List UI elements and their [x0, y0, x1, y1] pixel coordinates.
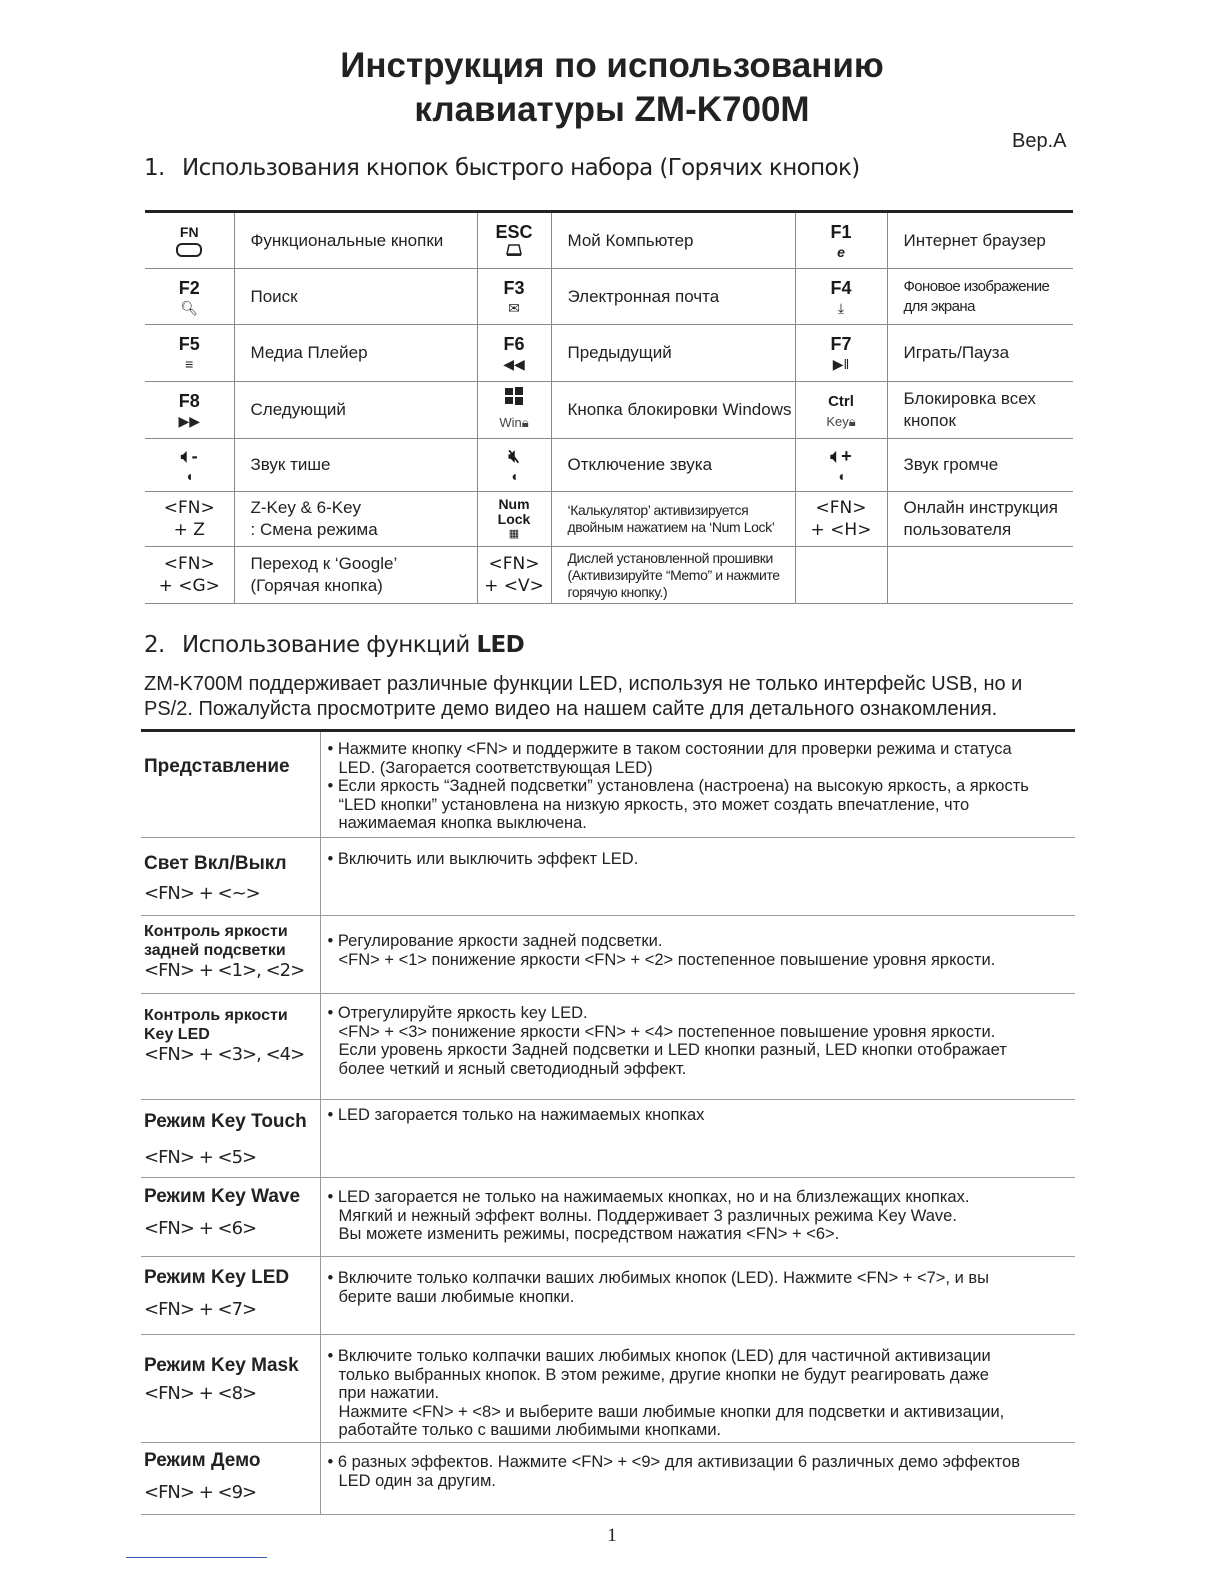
lock-icon: 🔒︎: [848, 414, 856, 429]
led-description-line: • Отрегулируйте яркость key LED.: [327, 1004, 588, 1022]
led-description-line: <FN> + <3> понижение яркости <FN> + <4> постепенное повышение уровня яркости.: [338, 1022, 996, 1041]
section1-heading: [144, 155, 860, 181]
hotkey-key: F7 ▶‖: [795, 325, 887, 382]
hotkey-key: Ctrl Key🔒︎: [795, 382, 887, 439]
hotkey-row: [145, 325, 1073, 382]
led-row-label: Key LED: [144, 1026, 210, 1043]
hotkey-desc: Интернет браузер: [887, 212, 1073, 269]
led-row-key-combo: <FN> + <3>, <4>: [144, 1044, 305, 1065]
hotkey-key: F3 ✉: [477, 269, 551, 325]
hotkey-row: [145, 269, 1073, 325]
led-row-key-combo: <FN> + <~>: [144, 883, 260, 904]
led-row-description: [320, 1443, 1075, 1515]
hotkey-key-empty: [795, 547, 887, 604]
section2-title: Использование функций: [182, 632, 477, 658]
led-description-line: • Если яркость “Задней подсветки” установлена (настроена) на высокую яркость, а яркость: [327, 777, 1029, 795]
next-track-icon: ▶▶: [178, 413, 201, 429]
led-description-line: только выбранных кнопок. В этом режиме, другие кнопки не будут реагировать даже: [338, 1365, 989, 1384]
led-row-description: [320, 1257, 1075, 1335]
hotkey-desc: Играть/Пауза: [887, 325, 1073, 382]
hotkey-desc: Переход к ‘Google’ (Горячая кнопка): [234, 547, 477, 604]
section1-number: 1.: [144, 155, 165, 181]
led-row-label: Режим Демо: [144, 1450, 261, 1471]
hotkey-row: [145, 439, 1073, 492]
section1-title: Использования кнопок быстрого набора (Горячих кнопок): [182, 155, 860, 181]
led-row-label: Режим Key Wave: [144, 1186, 301, 1207]
download-icon: ⤓: [837, 299, 845, 316]
led-row-label: Режим Key Mask: [144, 1355, 299, 1376]
hotkey-desc: Фоновое изображение для экрана: [887, 269, 1073, 325]
led-row: [141, 1178, 1075, 1257]
led-row-label: задней подсветки: [144, 942, 286, 959]
led-description-line: • 6 разных эффектов. Нажмите <FN> + <9> для активизации 6 различных демо эффектов: [327, 1453, 1020, 1471]
search-icon: 🔍︎: [180, 299, 199, 316]
page-title-line1: Инструкция по использованию: [340, 46, 884, 85]
led-row-description: [320, 916, 1075, 994]
page-title-line2: клавиатуры ZM-K700M: [414, 90, 810, 129]
led-description-line: <FN> + <1> понижение яркости <FN> + <2> постепенное повышение уровня яркости.: [338, 950, 996, 969]
led-description-line: • Включите только колпачки ваших любимых кнопок (LED). Нажмите <FN> + <7>, и вы: [327, 1269, 990, 1287]
mute-icon: 🔇︎: [508, 446, 520, 466]
led-row-label: Представление: [144, 756, 290, 777]
led-row: [141, 916, 1075, 994]
led-description-line: • LED загорается не только на нажимаемых кнопках, но и на близлежащих кнопках.: [327, 1188, 970, 1206]
led-row-label-cell: [141, 731, 320, 838]
hotkey-desc: Предыдущий: [551, 325, 795, 382]
hotkey-desc: Дислей установленной прошивки (Активизируйте “Memo” и нажмите горячую кнопку.): [551, 547, 795, 604]
led-row-description: [320, 1335, 1075, 1443]
hotkey-desc: Поиск: [234, 269, 477, 325]
fn-key-icon: [145, 243, 234, 261]
hotkey-desc: Мой Компьютер: [551, 212, 795, 269]
hotkey-key: FN: [145, 212, 234, 269]
hotkey-key: F5 ≡: [145, 325, 234, 382]
volume-up-icon: 🔈︎+: [830, 446, 852, 466]
led-row: [141, 838, 1075, 916]
led-row-description: [320, 994, 1075, 1100]
media-player-icon: ≡: [185, 356, 194, 372]
hotkey-desc: Электронная почта: [551, 269, 795, 325]
led-description-line: более четкий и ясный светодиодный эффект.: [338, 1059, 687, 1078]
led-row-label-cell: [141, 1100, 320, 1178]
led-description-line: • Нажмите кнопку <FN> и поддержите в таком состоянии для проверки режима и статуса: [327, 740, 1012, 758]
led-row-description: [320, 1178, 1075, 1257]
led-description-line: • Включите только колпачки ваших любимых кнопок (LED) для частичной активизации: [327, 1347, 991, 1365]
led-row-label: Контроль яркости: [144, 923, 288, 940]
led-description-line: нажимаемая кнопка выключена.: [338, 814, 587, 832]
led-row-label: Режим Key Touch: [144, 1111, 307, 1132]
hotkey-table: [145, 210, 1073, 604]
led-row-key-combo: <FN> + <1>, <2>: [144, 960, 305, 981]
mouse-icon: ◖: [185, 468, 194, 484]
hotkey-row: [145, 382, 1073, 439]
hotkey-desc: Медиа Плейер: [234, 325, 477, 382]
hotkey-desc: Кнопка блокировки Windows: [551, 382, 795, 439]
led-description-line: Нажмите <FN> + <8> и выберите ваши любимые кнопки для подсветки и активизации,: [338, 1402, 1005, 1421]
led-description-line: • Регулирование яркости задней подсветки.: [327, 932, 663, 950]
lock-icon: 🔒︎: [521, 415, 529, 430]
led-row: [141, 994, 1075, 1100]
led-row-label-cell: [141, 1443, 320, 1515]
led-row-label-cell: [141, 994, 320, 1100]
hotkey-desc: Онлайн инструкция пользователя: [887, 492, 1073, 547]
hotkey-desc: Z-Key & 6-Key : Смена режима: [234, 492, 477, 547]
led-row-label-cell: [141, 916, 320, 994]
page-number: 1: [607, 1525, 617, 1546]
hotkey-key: F6 ◀◀: [477, 325, 551, 382]
hotkey-key: F8 ▶▶: [145, 382, 234, 439]
led-description-line: при нажатии.: [338, 1384, 440, 1402]
section2-number: 2.: [144, 632, 165, 658]
led-row: [141, 1100, 1075, 1178]
hotkey-key: Num Lock ▦: [477, 492, 551, 547]
led-description-line: “LED кнопки” установлена на низкую яркость, это может создать впечатление, что: [338, 795, 970, 814]
led-row-label-cell: [141, 1178, 320, 1257]
led-functions-table: [141, 729, 1075, 1515]
led-description-line: берите ваши любимые кнопки.: [338, 1287, 575, 1306]
hotkey-desc: Звук громче: [887, 439, 1073, 492]
computer-icon: [478, 243, 551, 261]
led-description-line: Если уровень яркости Задней подсветки и LED кнопки разный, LED кнопки отображает: [338, 1041, 1007, 1059]
hotkey-key: <FN> + <V>: [477, 547, 551, 604]
hotkey-desc: Блокировка всех кнопок: [887, 382, 1073, 439]
led-description-line: Вы можете изменить режимы, посредством нажатия <FN> + <6>.: [338, 1225, 840, 1243]
section2-title-led: LED: [476, 632, 525, 658]
led-description-line: Мягкий и нежный эффект волны. Поддерживает 3 различных режима Key Wave.: [338, 1206, 957, 1225]
led-row-label: Контроль яркости: [144, 1007, 288, 1024]
hotkey-desc: Отключение звука: [551, 439, 795, 492]
volume-down-icon: 🔈︎-: [180, 446, 198, 466]
hotkey-desc: Звук тише: [234, 439, 477, 492]
win-lock-label: Win: [499, 415, 522, 430]
key-lock-label: Key🔒︎: [826, 414, 856, 429]
led-row-label: Режим Key LED: [144, 1267, 290, 1288]
led-row: [141, 1443, 1075, 1515]
led-row-label: Свет Вкл/Выкл: [144, 853, 287, 874]
led-row-description: [320, 838, 1075, 916]
hotkey-desc: ‘Калькулятор’ активизируется двойным нажатием на ‘Num Lock’: [551, 492, 795, 547]
play-pause-icon: ▶‖: [832, 356, 850, 372]
hotkey-key: F2 🔍︎: [145, 269, 234, 325]
led-row: [141, 731, 1075, 838]
browser-icon: e: [837, 243, 845, 260]
led-description-line: • Включить или выключить эффект LED.: [327, 850, 639, 868]
led-row-label-cell: [141, 1335, 320, 1443]
led-row: [141, 1257, 1075, 1335]
hotkey-key: <FN> + Z: [145, 492, 234, 547]
footer-link-line: [126, 1557, 267, 1558]
version-label: Вер.А: [1012, 130, 1067, 152]
section2-intro: ZM-K700M поддерживает различные функции LED, используя не только интерфейс USB, но и PS/2. Пожалуйста просмотрите демо видео на нашем сайте для детального ознакомления.: [144, 673, 1023, 720]
hotkey-key: [795, 439, 887, 492]
windows-logo-icon: [478, 386, 551, 410]
hotkey-row: [145, 212, 1073, 269]
hotkey-key: F1 e: [795, 212, 887, 269]
led-description-line: LED один за другим.: [338, 1471, 496, 1490]
led-row-label-cell: [141, 1257, 320, 1335]
hotkey-key: <FN> + <G>: [145, 547, 234, 604]
led-description-line: • LED загорается только на нажимаемых кнопках: [327, 1106, 705, 1124]
led-row-key-combo: <FN> + <6>: [144, 1218, 257, 1239]
mouse-icon: ◖: [836, 468, 846, 484]
led-row-key-combo: <FN> + <5>: [144, 1147, 257, 1168]
hotkey-key: [477, 439, 551, 492]
led-description-line: LED. (Загорается соответствующая LED): [338, 758, 653, 777]
hotkey-key: [145, 439, 234, 492]
led-description-line: работайте только с вашими любимыми кнопками.: [338, 1421, 722, 1439]
hotkey-key: ESC: [477, 212, 551, 269]
led-row-key-combo: <FN> + <8>: [144, 1383, 257, 1404]
hotkey-row: [145, 547, 1073, 604]
mouse-icon: ◖: [509, 468, 519, 484]
hotkey-desc: Функциональные кнопки: [234, 212, 477, 269]
led-row-key-combo: <FN> + <9>: [144, 1482, 257, 1503]
hotkey-key: <FN> + <H>: [795, 492, 887, 547]
mail-icon: ✉: [508, 299, 520, 316]
hotkey-row: [145, 492, 1073, 547]
led-row-label-cell: [141, 838, 320, 916]
hotkey-desc: Следующий: [234, 382, 477, 439]
hotkey-key: [477, 382, 551, 439]
led-row: [141, 1335, 1075, 1443]
section2-heading: [144, 632, 524, 658]
hotkey-key: F4 ⤓: [795, 269, 887, 325]
led-row-description: [320, 1100, 1075, 1178]
calculator-icon: ▦: [508, 527, 520, 540]
hotkey-desc-empty: [887, 547, 1073, 604]
previous-track-icon: ◀◀: [503, 356, 525, 372]
led-row-key-combo: <FN> + <7>: [144, 1299, 257, 1320]
led-row-description: [320, 731, 1075, 838]
